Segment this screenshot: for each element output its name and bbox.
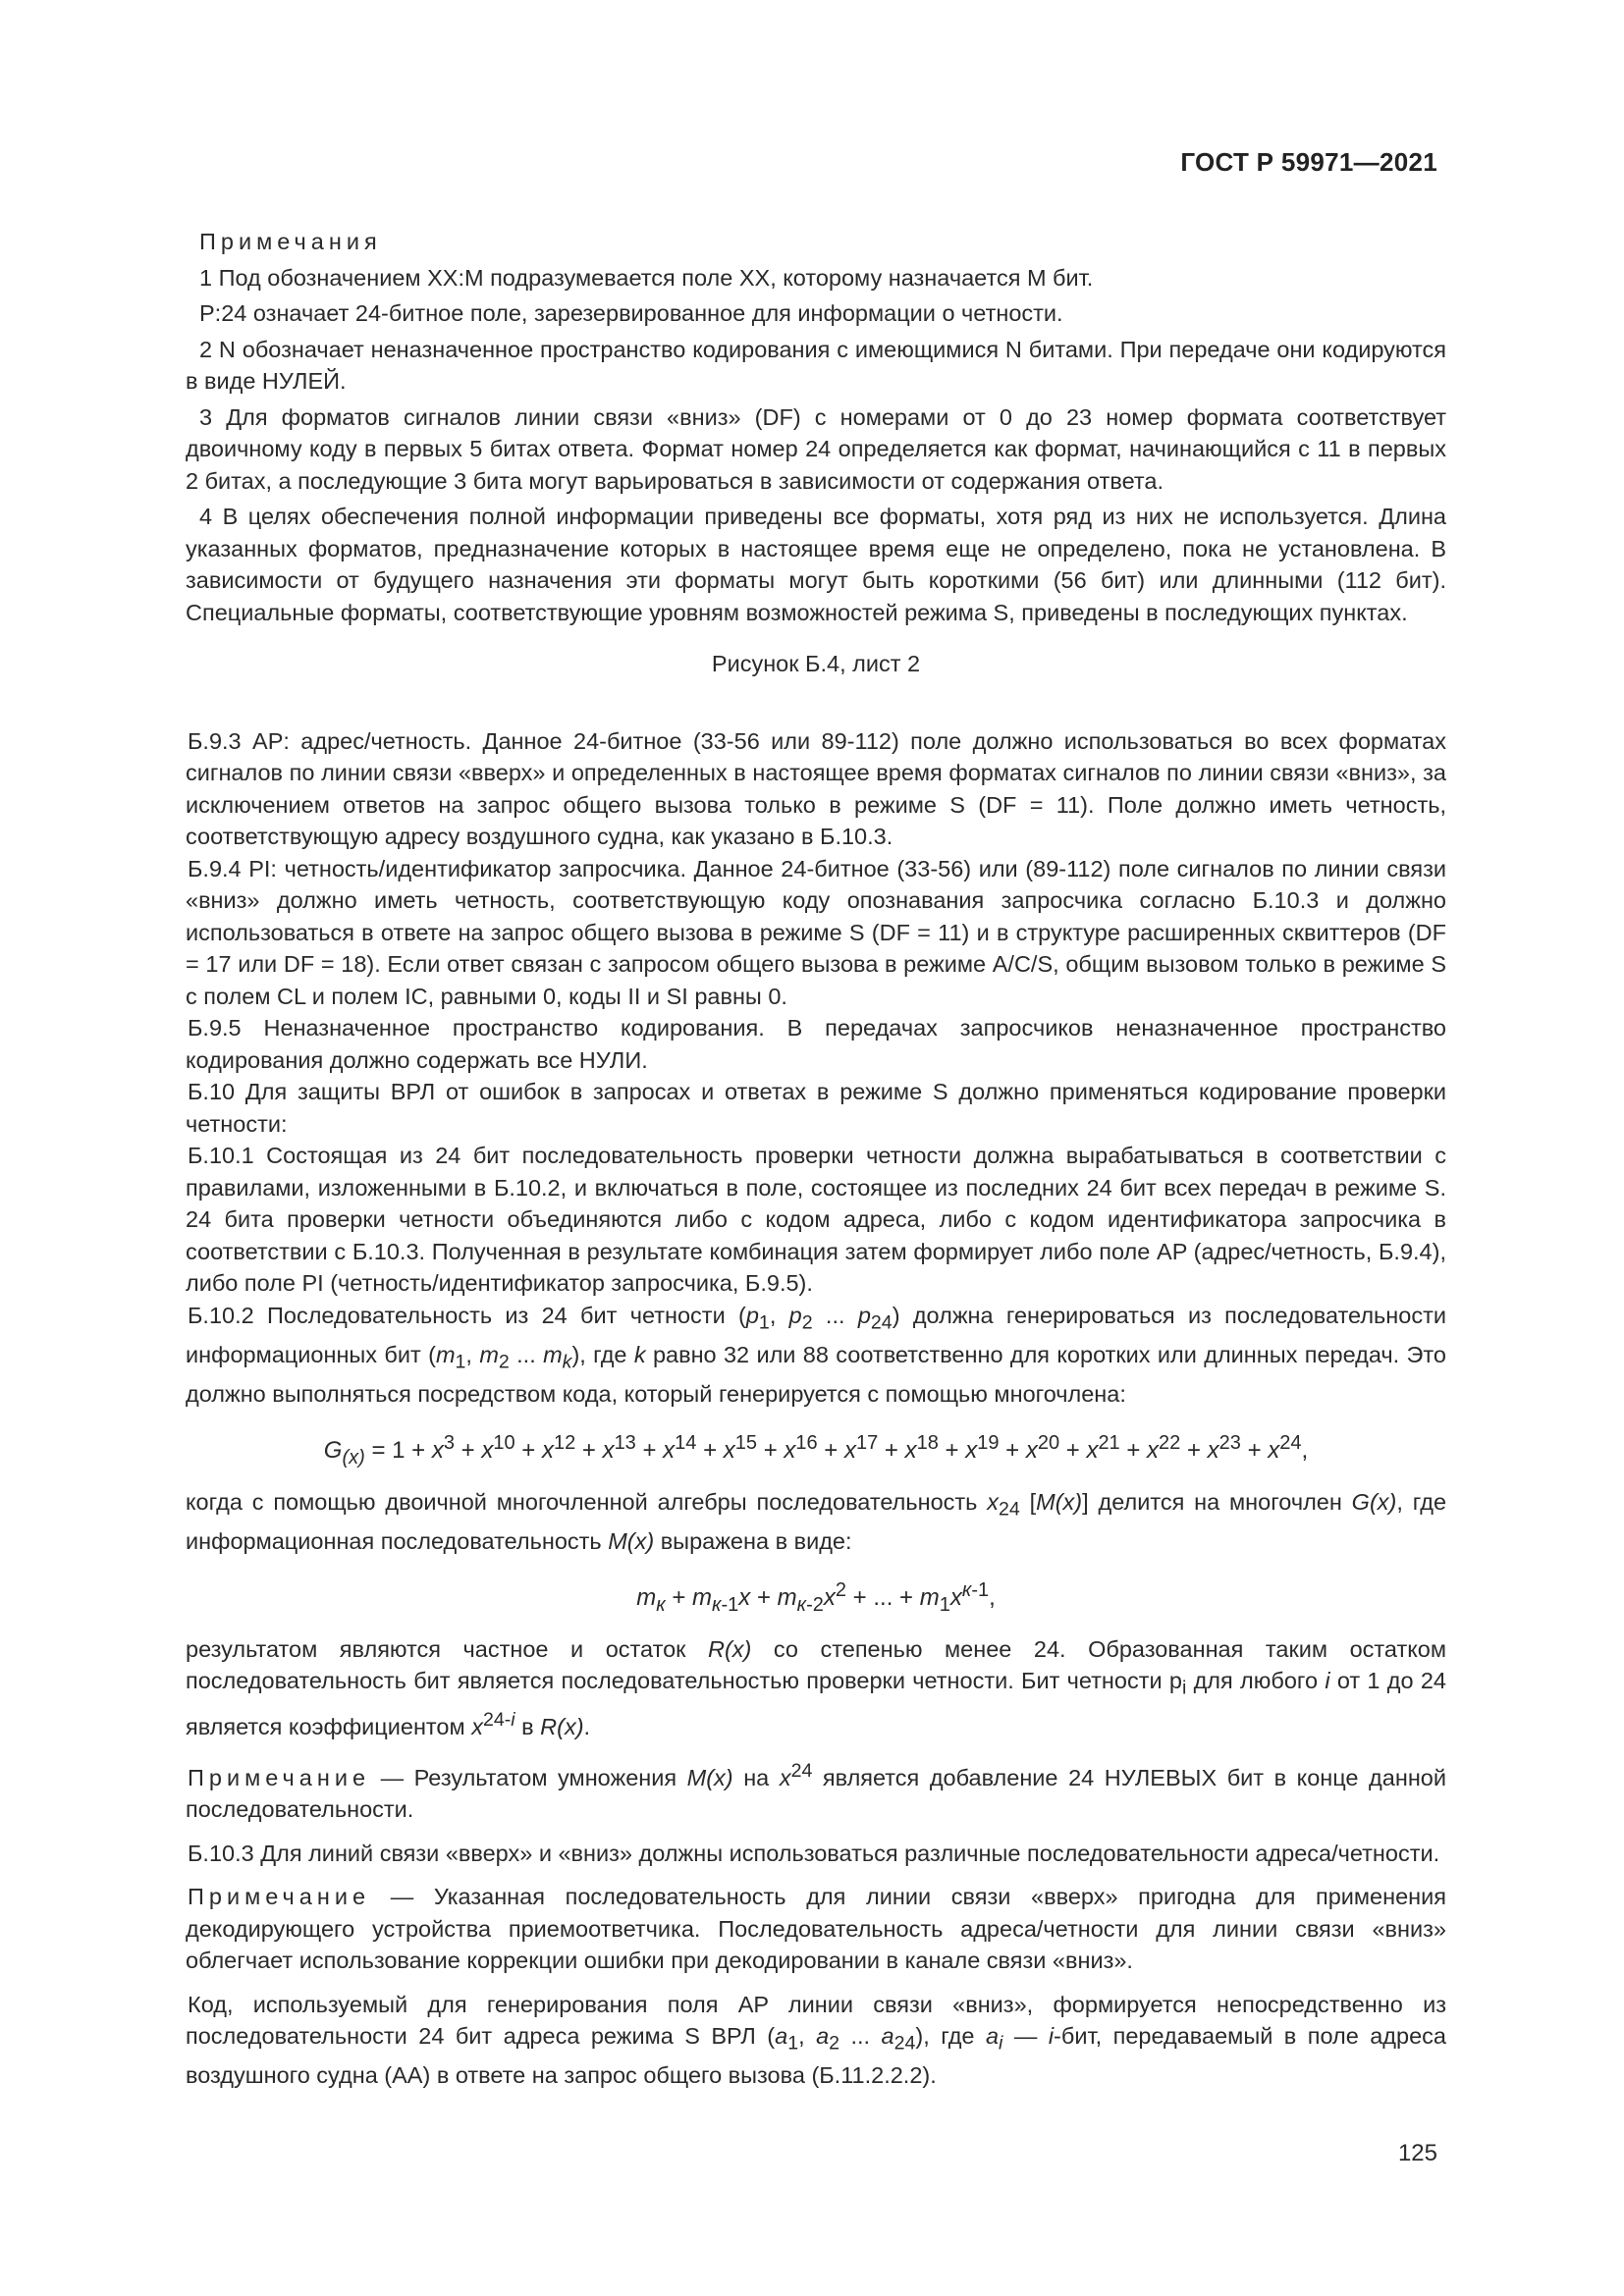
note-multiplication: Примечание — Результатом умножения M(x) на $x^{24}$ является добавление 24 НУЛЕВЫХ бит в конце данной последовательности. [186, 1759, 1446, 1822]
note-4: 4 В целях обеспечения полной информации приведены все форматы, хотя ряд из них не используется. Длина указанных форматов, предназначение которых в настоящее время еще не определено, пока не установлена. В зависимости от будущего назначения эти форматы могут быть короткими (56 бит) или длинными (112 бит). Специальные форматы, соответствующие уровням возможностей режима S, приведены в последующих пунктах. [186, 504, 1446, 625]
para-b101: Б.10.1 Состоящая из 24 бит последовательность проверки четности должна вырабатываться в соответствии с правилами, изложенными в Б.10.2, и включаться в поле, состоящее из последних 24 бит всех передач в режиме S. 24 бита проверки четности объединяются либо с кодом адреса, либо с кодом идентификатора запросчика в соответствии с Б.10.3. Полученная в результате комбинация затем формирует либо поле AP (адрес/четность, Б.9.4), либо поле PI (четность/идентификатор запросчика, Б.9.5). [186, 1143, 1446, 1296]
para-code: Код, используемый для генерирования поля AP линии связи «вниз», формируется непосредственно из последовательности 24 бит адреса режима S ВРЛ ($a_1$, $a_2$ ... $a_{24}$), где $a_i$ — i-бит, передаваемый в поле адреса воздушного судна (AA) в ответе на запрос общего вызова (Б.11.2.2.2). [186, 1991, 1446, 2089]
para-b102: Б.10.2 Последовательность из 24 бит четности ($p_1$, $p_2$ ... $p_{24}$) должна генерироваться из последовательности информационных бит ($m_1$, $m_2$ ... $m_k$), где k равно 32 или 88 соответственно для коротких или длинных передач. Это должно выполняться посредством кода, который генерируется с помощью многочлена: [186, 1302, 1447, 1407]
notes-heading: Примечания [199, 229, 382, 254]
message-polynomial: $m_к + m_{к-1}x + m_{к-2}x^2$ + ... + $m_1x^{к-1}$, [636, 1579, 996, 1617]
page-body [186, 226, 1446, 2092]
note-sequence: Примечание — Указанная последовательность для линии связи «вверх» пригодна для применения декодирующего устройства приемоответчика. Последовательность адреса/четности для линии связи «вниз» облегчает использование коррекции ошибки при декодировании в канале связи «вниз». [186, 1884, 1446, 1973]
note-3: 3 Для форматов сигналов линии связи «вниз» (DF) с номерами от 0 до 23 номер формата соответствует двоичному коду в первых 5 битах ответа. Формат номер 24 определяется как формат, начинающийся с 11 в первых 2 битах, а последующие 3 бита могут варьироваться в зависимости от содержания ответа. [186, 403, 1446, 494]
document-id: ГОСТ Р 59971—2021 [1180, 147, 1437, 177]
para-b93: Б.9.3 AP: адрес/четность. Данное 24-битное (33-56 или 89-112) поле должно использоваться во всех форматах сигналов по линии связи «вверх» и определенных в настоящее время форматах сигналов по линии связи «вниз», за исключением ответов на запрос общего вызова только в режиме S (DF = 11). Поле должно иметь четность, соответствующую адресу воздушного судна, как указано в Б.10.3. [186, 727, 1446, 849]
para-b10: Б.10 Для защиты ВРЛ от ошибок в запросах и ответах в режиме S должно применяться кодирование проверки четности: [186, 1079, 1446, 1137]
para-b103: Б.10.3 Для линий связи «вверх» и «вниз» должны использоваться различные последовательности адреса/четности. [188, 1840, 1440, 1866]
figure-caption: Рисунок Б.4, лист 2 [711, 651, 921, 676]
para-result: результатом являются частное и остаток R(x) со степенью менее 24. Образованная таким остатком последовательность бит является последовательностью проверки четности. Бит четности $p_i$ для любого i от 1 до 24 является коэффициентом $x^{24-i}$ в R(x). [186, 1635, 1446, 1740]
note-2: 2 N обозначает неназначенное пространство кодирования с имеющимися N битами. При передаче они кодируются в виде НУЛЕЙ. [186, 336, 1446, 394]
page-number: 125 [1397, 2140, 1437, 2166]
para-after-polynomial: когда с помощью двоичной многочленной алгебры последовательность $x_{24}$ [M(x)] делится на многочлен G(x), где информационная последовательность M(x) выражена в виде: [186, 1488, 1447, 1554]
note-1: 1 Под обозначением XX:M подразумевается поле XX, которому назначается M бит. [199, 264, 1094, 291]
generator-polynomial: $G_{(x)} = 1 + x^3 + x^{10} + x^{12} + x^{13} + x^{14} + x^{15} + x^{16} + x^{17} + x^{18} + x^{19} + x^{20} + x^{21} + x^{22} + x^{23} + x^{24}$, [323, 1432, 1309, 1469]
para-b95: Б.9.5 Неназначенное пространство кодирования. В передачах запросчиков неназначенное пространство кодирования должно содержать все НУЛИ. [186, 1015, 1446, 1073]
note-1b: P:24 означает 24-битное поле, зарезервированное для информации о четности. [199, 300, 1063, 326]
para-b94: Б.9.4 PI: четность/идентификатор запросчика. Данное 24-битное (33-56) или (89-112) поле сигналов по линии связи «вниз» должно иметь четность, соответствующую коду опознавания запросчика согласно Б.10.3 и должно использоваться в ответе на запрос общего вызова в режиме S (DF = 11) и в структуре расширенных сквиттеров (DF = 17 или DF = 18). Если ответ связан с запросом общего вызова в режиме A/C/S, общим вызовом только в режиме S с полем CL и полем IC, равными 0, коды II и SI равны 0. [186, 855, 1446, 1009]
